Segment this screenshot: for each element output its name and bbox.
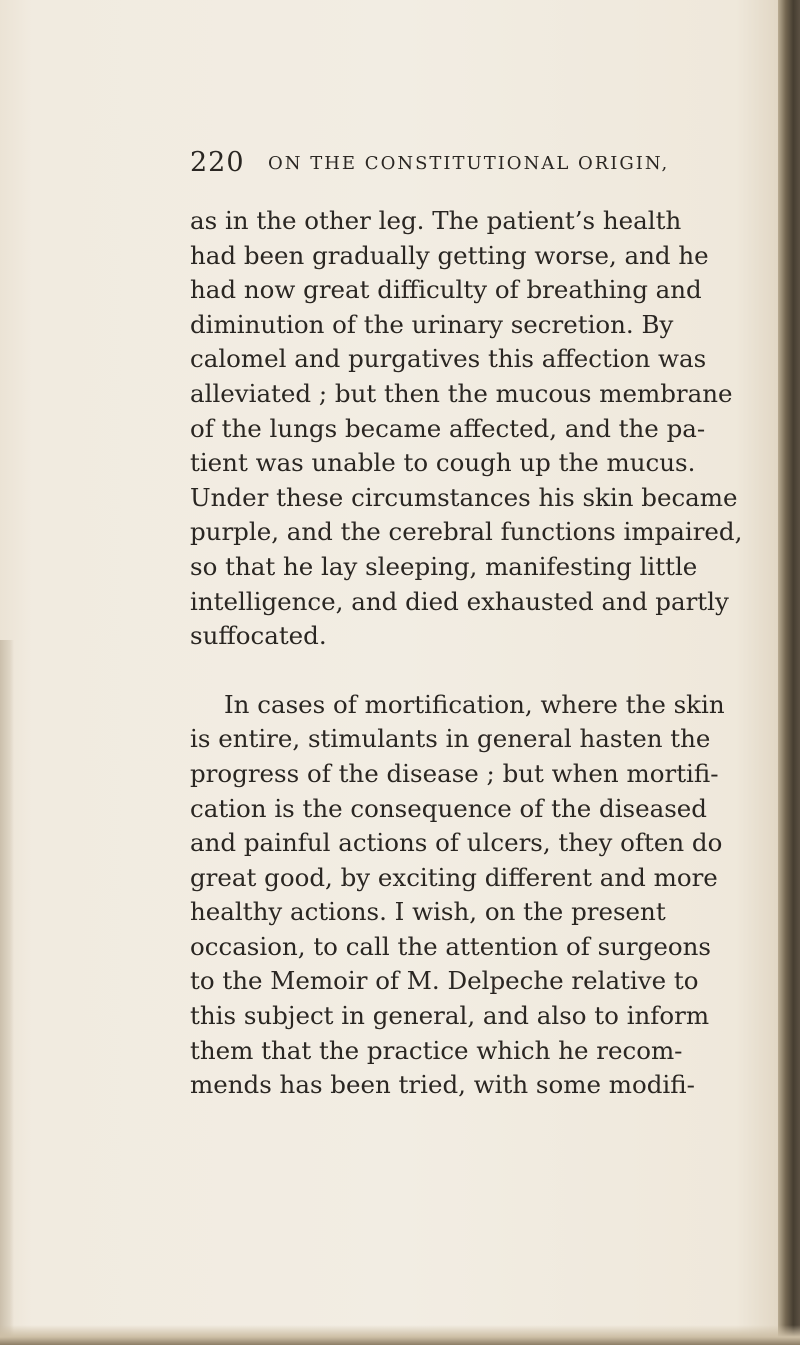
page-header bbox=[190, 147, 670, 187]
text-line: of the lungs became affected, and the pa- bbox=[190, 413, 706, 443]
running-head: ON THE CONSTITUTIONAL ORIGIN, bbox=[268, 153, 670, 174]
text-line: progress of the disease ; but when mortifi- bbox=[190, 758, 719, 788]
text-line: as in the other leg. The patient’s health bbox=[190, 206, 682, 235]
text-line: this subject in general, and also to inform bbox=[190, 1001, 710, 1031]
text-line: had been gradually getting worse, and he bbox=[190, 240, 709, 270]
text-line: mends has been tried, with some modifi- bbox=[190, 1070, 695, 1100]
text-line: diminution of the urinary secretion. By bbox=[190, 309, 674, 339]
text-line: tient was unable to cough up the mucus. bbox=[190, 448, 696, 478]
text-line: is entire, stimulants in general hasten the bbox=[190, 724, 711, 754]
paragraph bbox=[190, 688, 725, 1103]
text-line: so that he lay sleeping, manifesting little bbox=[190, 551, 698, 581]
text-line: and painful actions of ulcers, they often do bbox=[190, 828, 723, 858]
page-number: 220 bbox=[190, 147, 245, 178]
text-line: suffocated. bbox=[190, 621, 327, 651]
text-line: them that the practice which he recom- bbox=[190, 1035, 683, 1065]
page-spine-shadow bbox=[778, 0, 800, 1345]
paragraph bbox=[190, 204, 743, 654]
text-line: cation is the consequence of the diseased bbox=[190, 793, 707, 823]
text-line: In cases of mortification, where the skin bbox=[224, 689, 725, 719]
text-line: great good, by exciting different and more bbox=[190, 862, 718, 892]
page-edge-shadow bbox=[0, 640, 14, 1345]
text-line: alleviated ; but then the mucous membrane bbox=[190, 378, 733, 408]
text-line: occasion, to call the attention of surgeons bbox=[190, 931, 711, 961]
text-line: calomel and purgatives this affection was bbox=[190, 344, 707, 374]
text-line: had now great difficulty of breathing and bbox=[190, 275, 702, 305]
page-bottom-shadow bbox=[0, 1325, 800, 1345]
text-line: healthy actions. I wish, on the present bbox=[190, 897, 666, 927]
text-line: purple, and the cerebral functions impaired, bbox=[190, 517, 743, 547]
text-line: to the Memoir of M. Delpeche relative to bbox=[190, 966, 699, 996]
text-line: intelligence, and died exhausted and partly bbox=[190, 586, 729, 616]
text-line: Under these circumstances his skin became bbox=[190, 482, 738, 512]
body-text bbox=[190, 204, 743, 1103]
paragraph-gap bbox=[190, 654, 660, 688]
